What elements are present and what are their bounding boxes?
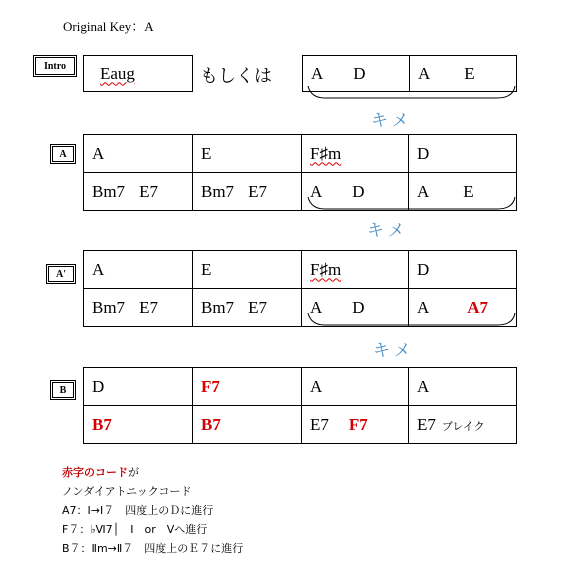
- intro-cell-table: [83, 55, 193, 92]
- chord-cell: F♯m: [302, 251, 409, 289]
- chord-cell: Bm7 E7: [193, 173, 302, 211]
- section-a2-label: A': [46, 264, 76, 284]
- section-a-label: A: [50, 144, 76, 164]
- kime-curve: [305, 195, 520, 213]
- notes-title: 赤字のコードが: [62, 466, 139, 479]
- chord-cell: A: [84, 251, 193, 289]
- notes-line: ノンダイアトニックコード: [62, 485, 192, 498]
- chord-cell: D: [409, 251, 517, 289]
- chord-cell: A D: [302, 173, 409, 211]
- notes-line: F７：♭Ⅵ7│ Ⅰ or Ⅴへ進行: [62, 523, 208, 536]
- notes: [62, 463, 243, 558]
- intro-label: Intro: [33, 55, 77, 77]
- chord-cell: E7 ブレイク: [409, 406, 517, 444]
- chord-cell: F♯m: [302, 135, 409, 173]
- chord-cell: A D: [302, 289, 409, 327]
- notes-line: A7：Ⅰ→Ⅰ７ 四度上のＤに進行: [62, 504, 214, 517]
- chord-cell: B7: [84, 406, 193, 444]
- notes-line: B７：Ⅱm→Ⅱ７ 四度上のＥ７に進行: [62, 542, 244, 555]
- intro-chord: Eaug: [84, 56, 193, 92]
- kime-curve: [305, 311, 520, 329]
- kime-text: キメ: [371, 111, 413, 131]
- chord-cell: Bm7 E7: [84, 289, 193, 327]
- section-b-label: B: [50, 380, 76, 400]
- chord-cell: A E: [409, 173, 517, 211]
- chord-cell: E: [193, 135, 302, 173]
- chord-cell: D: [409, 135, 517, 173]
- chord-cell: A: [302, 368, 409, 406]
- chord-cell: D: [84, 368, 193, 406]
- chord-cell: Bm7 E7: [84, 173, 193, 211]
- intro-alt-cell-1: A D: [303, 56, 410, 92]
- chord-cell: B7: [193, 406, 302, 444]
- section-b-table: [83, 367, 517, 444]
- kime-text: キメ: [367, 221, 409, 241]
- or-text: もしくは: [200, 66, 272, 87]
- chord-cell: A A7: [409, 289, 517, 327]
- kime-text: キメ: [373, 341, 415, 361]
- chord-cell: E7 F7: [302, 406, 409, 444]
- chord-cell: Bm7 E7: [193, 289, 302, 327]
- chord-cell: A: [84, 135, 193, 173]
- kime-curve: [305, 84, 520, 102]
- chord-cell: E: [193, 251, 302, 289]
- original-key: Original Key：A: [63, 19, 154, 34]
- chord-cell: F7: [193, 368, 302, 406]
- intro-alt-cell-2: A E: [410, 56, 517, 92]
- chord-cell: A: [409, 368, 517, 406]
